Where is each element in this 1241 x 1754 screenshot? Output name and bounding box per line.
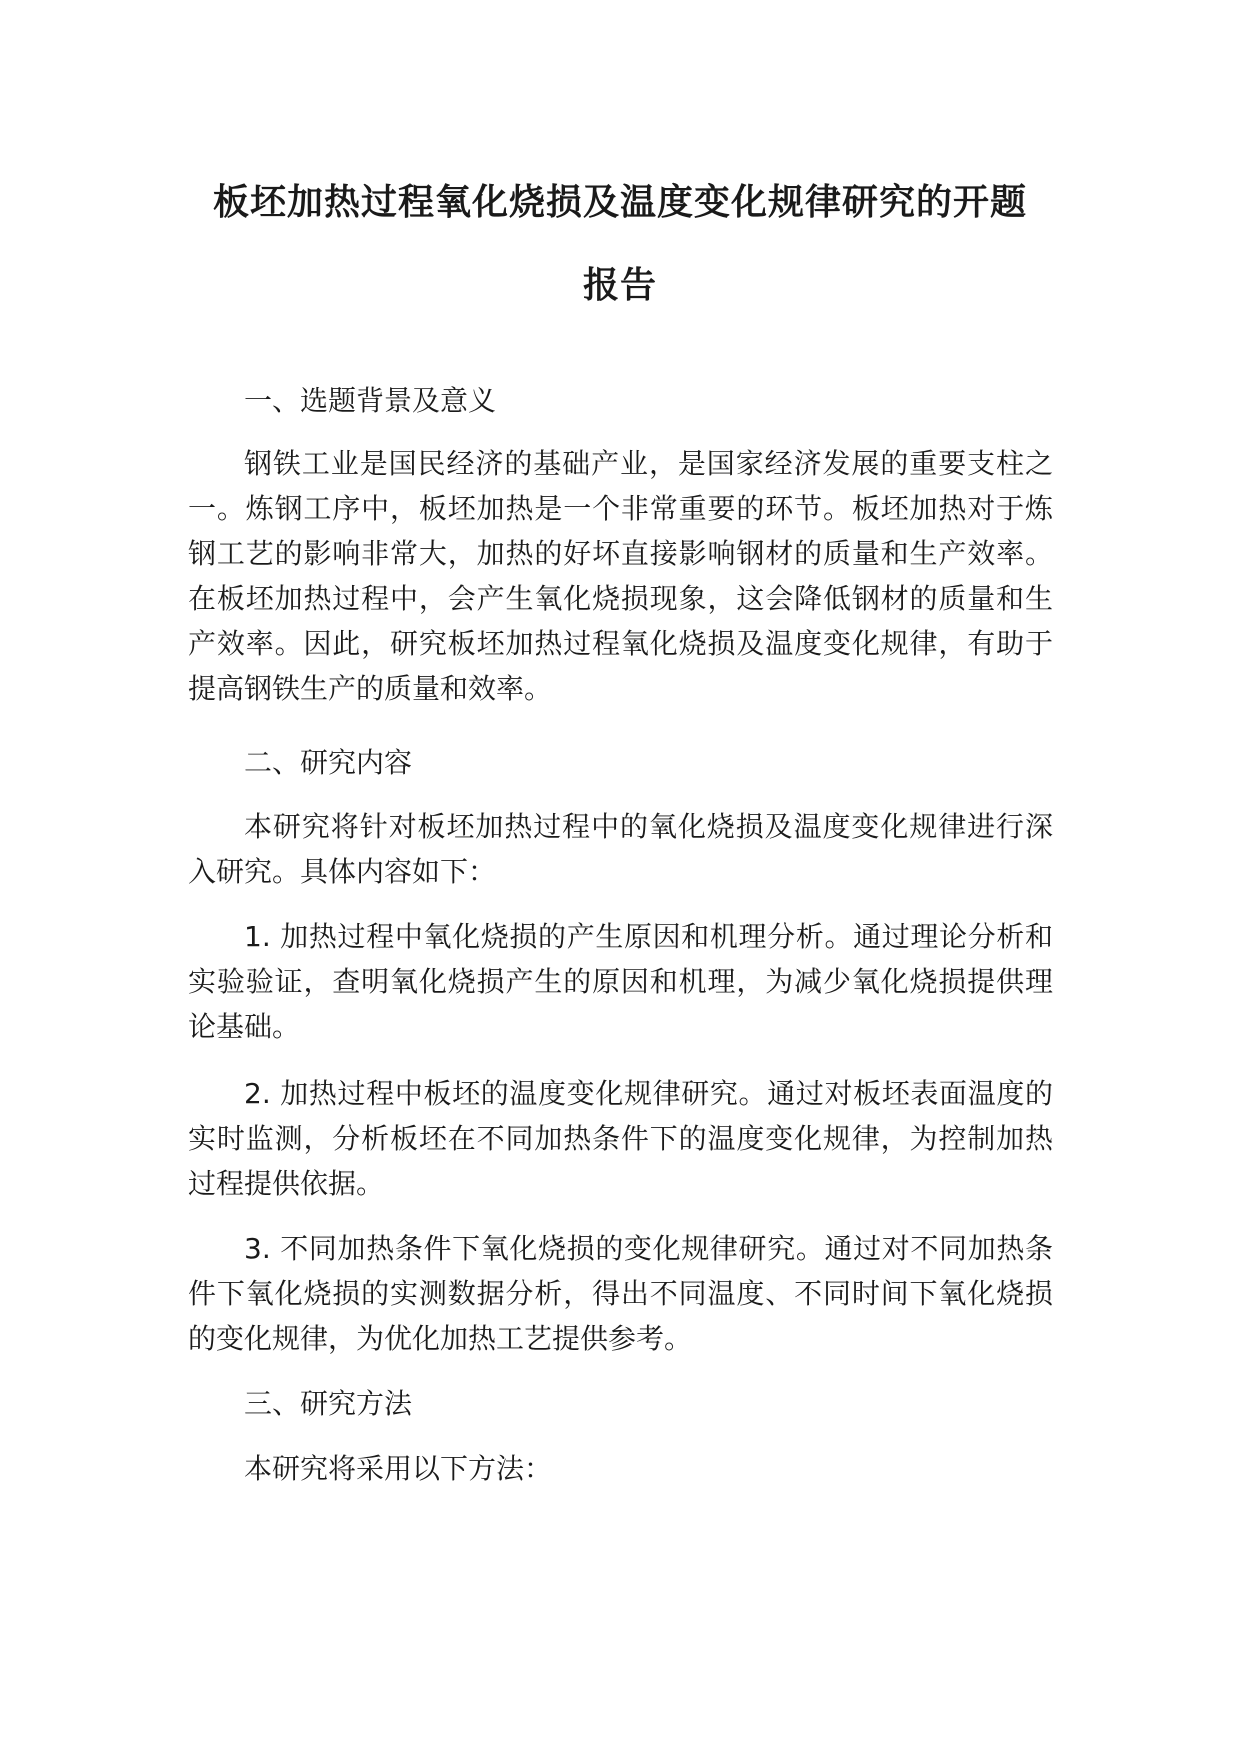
paragraph-item-1 (188, 914, 1053, 1049)
list-item: 2. 加热过程中板坯的温度变化规律研究。通过对板坯表面温度的实时监测，分析板坯在不同加热条件下的温度变化规律，为控制加热过程提供依据。 (188, 1077, 1053, 1200)
paragraph-item-3 (188, 1226, 1053, 1361)
section-heading: 三、研究方法 (244, 1387, 413, 1420)
paragraph-item-2 (188, 1071, 1053, 1206)
paragraph: 钢铁工业是国民经济的基础产业，是国家经济发展的重要支柱之一。炼钢工序中，板坯加热是一个非常重要的环节。板坯加热对于炼钢工艺的影响非常大，加热的好坏直接影响钢材的质量和生产效率。在板坯加热过程中，会产生氧化烧损现象，这会降低钢材的质量和生产效率。因此，研究板坯加热过程氧化烧损及温度变化规律，有助于提高钢铁生产的质量和效率。 (188, 447, 1053, 705)
section-heading: 一、选题背景及意义 (244, 384, 497, 417)
paragraph-research-intro (188, 804, 1053, 894)
list-item: 1. 加热过程中氧化烧损的产生原因和机理分析。通过理论分析和实验验证，查明氧化烧损产生的原因和机理，为减少氧化烧损提供理论基础。 (188, 920, 1053, 1043)
document-title-line-2: 报告 (582, 265, 657, 306)
paragraph: 本研究将针对板坯加热过程中的氧化烧损及温度变化规律进行深入研究。具体内容如下： (188, 810, 1053, 888)
list-item: 3. 不同加热条件下氧化烧损的变化规律研究。通过对不同加热条件下氧化烧损的实测数据分析，得出不同温度、不同时间下氧化烧损的变化规律，为优化加热工艺提供参考。 (188, 1232, 1053, 1355)
section-heading-research-content (188, 740, 1053, 785)
paragraph: 本研究将采用以下方法： (244, 1452, 553, 1485)
paragraph-background (188, 441, 1053, 711)
section-heading-background (188, 378, 1053, 423)
section-heading: 二、研究内容 (244, 746, 413, 779)
document-title-line-1: 板坯加热过程氧化烧损及温度变化规律研究的开题 (212, 182, 1027, 223)
section-heading-research-methods (188, 1381, 1053, 1426)
paragraph-methods-intro (188, 1446, 1053, 1491)
